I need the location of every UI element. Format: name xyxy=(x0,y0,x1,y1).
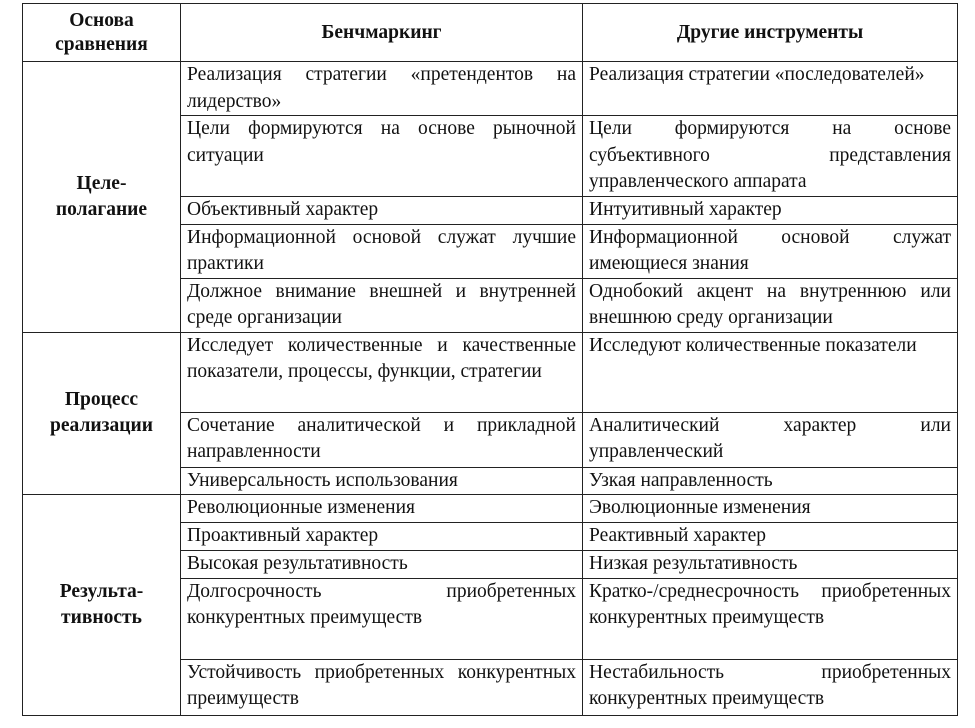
other-tools-cell: Реализация стратегии «последователей» xyxy=(583,62,958,116)
group-label-line: Целе- xyxy=(76,172,127,194)
benchmarking-cell: Высокая результативность xyxy=(181,551,583,579)
benchmarking-cell: Универсальность использования xyxy=(181,467,583,495)
table-row xyxy=(23,495,958,523)
header-benchmarking: Бенчмаркинг xyxy=(181,4,583,62)
table-row xyxy=(23,62,958,116)
other-tools-cell: Эволюционные изменения xyxy=(583,495,958,523)
benchmarking-cell: Сочетание аналитической и прикладной направленности xyxy=(181,412,583,467)
other-tools-cell: Нестабильность приобретенных конкурентных преимуществ xyxy=(583,659,958,715)
group-label xyxy=(23,332,181,495)
benchmarking-cell: Информационной основой служат лучшие практики xyxy=(181,224,583,278)
benchmarking-cell: Реализация стратегии «претендентов на лидерство» xyxy=(181,62,583,116)
other-tools-cell: Аналитический характер или управленческий xyxy=(583,412,958,467)
benchmarking-cell: Устойчивость приобретенных конкурентных преимуществ xyxy=(181,659,583,715)
benchmarking-cell: Объективный характер xyxy=(181,196,583,224)
comparison-table xyxy=(22,3,958,716)
header-other-tools: Другие инструменты xyxy=(583,4,958,62)
benchmarking-cell: Исследует количественные и качественные показатели, процессы, функции, стратегии xyxy=(181,332,583,412)
header-basis: Основа сравнения xyxy=(23,4,181,62)
benchmarking-cell: Проактивный характер xyxy=(181,523,583,551)
benchmarking-cell: Долгосрочность приобретенных конкурентных преимуществ xyxy=(181,578,583,659)
group-label-line: Процесс xyxy=(64,389,139,411)
other-tools-cell: Узкая направленность xyxy=(583,467,958,495)
group-label-line: тивность xyxy=(61,606,142,628)
table-row xyxy=(23,332,958,412)
other-tools-cell: Реактивный характер xyxy=(583,523,958,551)
group-label-line: реализации xyxy=(50,415,153,437)
other-tools-cell: Исследуют количественные показатели xyxy=(583,332,958,412)
benchmarking-cell: Революционные изменения xyxy=(181,495,583,523)
other-tools-cell: Интуитивный характер xyxy=(583,196,958,224)
other-tools-cell: Информационной основой служат имеющиеся знания xyxy=(583,224,958,278)
group-label-line: Результа- xyxy=(59,580,144,602)
group-label xyxy=(23,62,181,333)
other-tools-cell: Низкая результативность xyxy=(583,551,958,579)
other-tools-cell: Цели формируются на основе субъективного представления управленческого аппарата xyxy=(583,116,958,197)
benchmarking-cell: Должное внимание внешней и внутренней среде организации xyxy=(181,278,583,332)
other-tools-cell: Однобокий акцент на внутреннюю или внешнюю среду организации xyxy=(583,278,958,332)
group-label xyxy=(23,495,181,716)
header-row xyxy=(23,4,958,62)
benchmarking-cell: Цели формируются на основе рыночной ситуации xyxy=(181,116,583,197)
other-tools-cell: Кратко-/среднесрочность приобретенных конкурентных преимуществ xyxy=(583,578,958,659)
group-label-line: полагание xyxy=(55,198,148,220)
